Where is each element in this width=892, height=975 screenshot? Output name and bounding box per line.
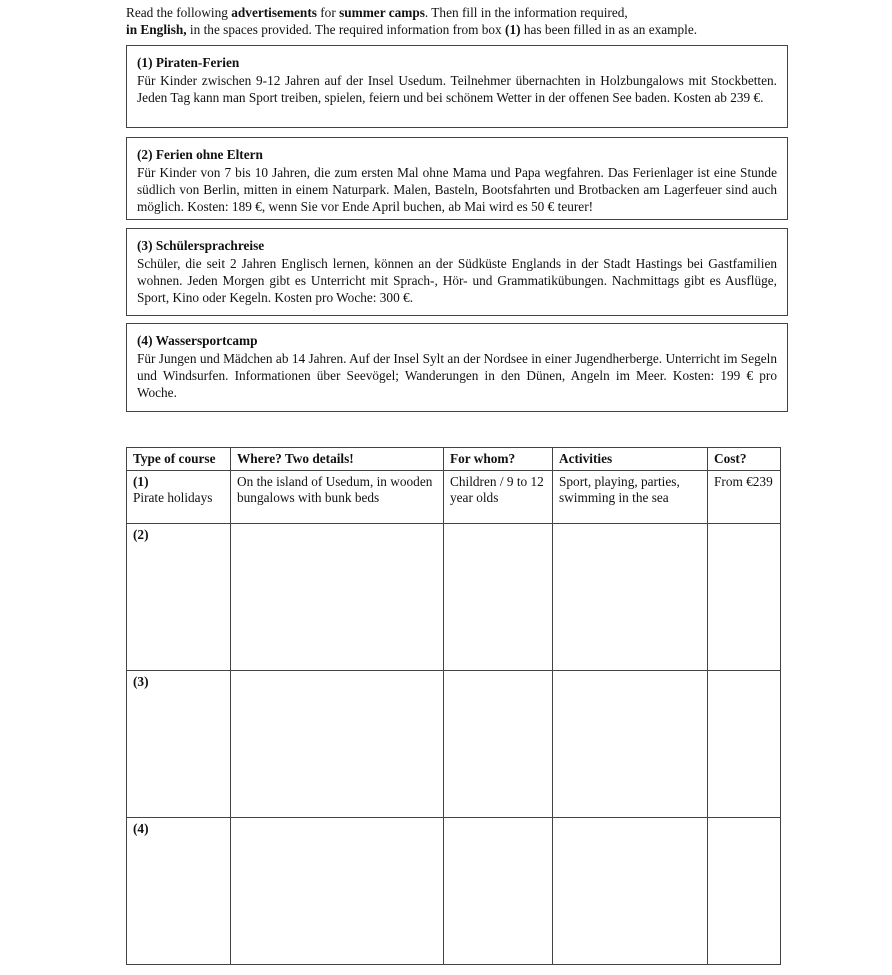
row-type-cell[interactable] [127,524,231,671]
answer-cell-where[interactable] [231,671,444,818]
example-activities: Sport, playing, parties, swimming in the sea [553,471,708,524]
header-where: Where? Two details! [231,448,444,471]
advert-box-2 [126,137,788,220]
instr-bold-summer-camps: summer camps [339,5,425,20]
row-number: (4) [133,821,149,836]
answer-cell-whom[interactable] [444,671,553,818]
answer-table [126,447,781,965]
advert-text: Für Jungen und Mädchen ab 14 Jahren. Auf der Insel Sylt an der Nordsee in einer Jugendherberge. Unterricht im Segeln und Windsurfen. Informationen über Seevögel; Wanderungen in den Dünen, Angeln im Meer. Kosten: 199 € pro Woche. [137,351,777,400]
advert-text: Schüler, die seit 2 Jahren Englisch lernen, können an der Südküste Englands in der Stadt Hastings bei Gastfamilien wohnen. Jeden Morgen gibt es Unterricht mit Sprach-, Hör- und Grammatikübungen. Nachmittags gibt es Ausflüge, Sport, Kino oder Kegeln. Kosten pro Woche: 300 €. [137,256,777,305]
advert-box-4 [126,323,788,412]
example-whom: Children / 9 to 12 year olds [444,471,553,524]
row-number: (2) [133,527,149,542]
instr-part4: in the spaces provided. The required information from box [186,22,506,37]
header-type-of-course: Type of course [127,448,231,471]
answer-cell-where[interactable] [231,818,444,965]
advert-title: (3) Schülersprachreise [137,238,265,253]
instr-part1: Read the following [126,5,232,20]
instr-part5: has been filled in as an example. [520,22,698,37]
answer-row-3 [127,671,781,818]
answer-cell-activities[interactable] [553,524,708,671]
answer-cell-cost[interactable] [708,818,781,965]
instr-part3: . Then fill in the information required, [424,5,628,20]
answer-cell-activities[interactable] [553,818,708,965]
instr-bold-box1: (1) [505,22,521,37]
answer-cell-cost[interactable] [708,671,781,818]
answer-row-4 [127,818,781,965]
advert-box-1 [126,45,788,128]
table-header-row [127,448,781,471]
row-type-cell[interactable] [127,671,231,818]
example-row [127,471,781,524]
header-cost: Cost? [708,448,781,471]
answer-cell-whom[interactable] [444,818,553,965]
row-number: (1) [133,474,149,489]
advert-title: (4) Wassersportcamp [137,333,258,348]
answer-cell-cost[interactable] [708,524,781,671]
example-cost: From €239 [708,471,781,524]
header-activities: Activities [553,448,708,471]
header-for-whom: For whom? [444,448,553,471]
advert-title: (2) Ferien ohne Eltern [137,147,263,162]
example-type-cell [127,471,231,524]
instr-bold-advertisements: advertisements [231,5,317,20]
row-type-cell[interactable] [127,818,231,965]
answer-cell-activities[interactable] [553,671,708,818]
instructions [126,4,786,38]
answer-row-2 [127,524,781,671]
advert-box-3 [126,228,788,316]
row-number: (3) [133,674,149,689]
advert-title: (1) Piraten-Ferien [137,55,240,70]
advert-text: Für Kinder von 7 bis 10 Jahren, die zum ersten Mal ohne Mama und Papa wegfahren. Das Ferienlager ist eine Stunde südlich von Berlin, mitten in einem Naturpark. Malen, Basteln, Bootsfahrten und Brotbacken am Lagerfeuer sind auch möglich. Kosten: 189 €, wenn Sie vor Ende April buchen, ab Mai wird es 50 € teurer! [137,165,777,214]
example-type: Pirate holidays [133,490,213,505]
answer-cell-whom[interactable] [444,524,553,671]
instr-bold-in-english: in English, [126,22,187,37]
advert-text: Für Kinder zwischen 9-12 Jahren auf der Insel Usedum. Teilnehmer übernachten in Holzbungalows mit Stockbetten. Jeden Tag kann man Sport treiben, spielen, feiern und bei schönem Wetter in der offenen See baden. Kosten ab 239 €. [137,73,777,105]
instr-part2: for [316,5,340,20]
answer-cell-where[interactable] [231,524,444,671]
example-where: On the island of Usedum, in wooden bungalows with bunk beds [231,471,444,524]
